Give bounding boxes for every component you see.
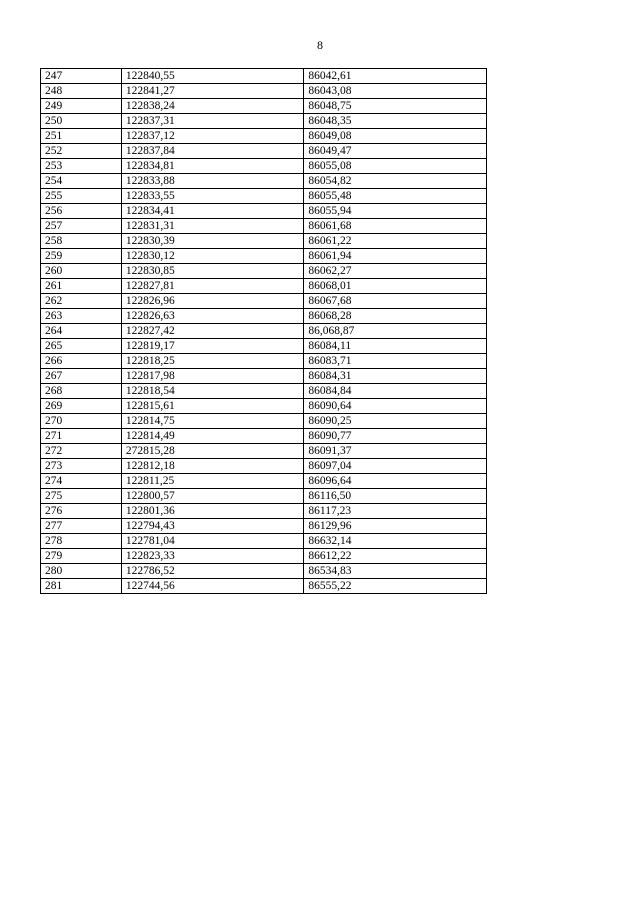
x-coordinate-cell: 122830,85 <box>121 264 304 279</box>
y-coordinate-cell: 86084,11 <box>304 339 487 354</box>
table-row <box>41 354 487 369</box>
x-coordinate-cell: 122837,12 <box>121 129 304 144</box>
y-coordinate-cell: 86043,08 <box>304 84 487 99</box>
y-coordinate-cell: 86612,22 <box>304 549 487 564</box>
table-row <box>41 174 487 189</box>
table-row <box>41 504 487 519</box>
point-number-cell: 251 <box>41 129 122 144</box>
x-coordinate-cell: 122833,88 <box>121 174 304 189</box>
table-row <box>41 114 487 129</box>
x-coordinate-cell: 122833,55 <box>121 189 304 204</box>
x-coordinate-cell: 122827,42 <box>121 324 304 339</box>
point-number-cell: 255 <box>41 189 122 204</box>
point-number-cell: 274 <box>41 474 122 489</box>
table-row <box>41 234 487 249</box>
table-row <box>41 219 487 234</box>
y-coordinate-cell: 86048,75 <box>304 99 487 114</box>
point-number-cell: 249 <box>41 99 122 114</box>
y-coordinate-cell: 86083,71 <box>304 354 487 369</box>
table-row <box>41 339 487 354</box>
x-coordinate-cell: 122814,75 <box>121 414 304 429</box>
y-coordinate-cell: 86054,82 <box>304 174 487 189</box>
table-row <box>41 444 487 459</box>
point-number-cell: 272 <box>41 444 122 459</box>
x-coordinate-cell: 122744,56 <box>121 579 304 594</box>
y-coordinate-cell: 86,068,87 <box>304 324 487 339</box>
table-row <box>41 279 487 294</box>
x-coordinate-cell: 122801,36 <box>121 504 304 519</box>
point-number-cell: 256 <box>41 204 122 219</box>
y-coordinate-cell: 86084,84 <box>304 384 487 399</box>
x-coordinate-cell: 122812,18 <box>121 459 304 474</box>
table-row <box>41 324 487 339</box>
y-coordinate-cell: 86042,61 <box>304 69 487 84</box>
y-coordinate-cell: 86084,31 <box>304 369 487 384</box>
x-coordinate-cell: 122834,81 <box>121 159 304 174</box>
point-number-cell: 280 <box>41 564 122 579</box>
x-coordinate-cell: 122830,12 <box>121 249 304 264</box>
x-coordinate-cell: 122826,63 <box>121 309 304 324</box>
table-row <box>41 519 487 534</box>
y-coordinate-cell: 86097,04 <box>304 459 487 474</box>
x-coordinate-cell: 122840,55 <box>121 69 304 84</box>
y-coordinate-cell: 86090,77 <box>304 429 487 444</box>
x-coordinate-cell: 122834,41 <box>121 204 304 219</box>
y-coordinate-cell: 86555,22 <box>304 579 487 594</box>
table-row <box>41 84 487 99</box>
x-coordinate-cell: 122817,98 <box>121 369 304 384</box>
y-coordinate-cell: 86090,64 <box>304 399 487 414</box>
point-number-cell: 263 <box>41 309 122 324</box>
table-row <box>41 414 487 429</box>
y-coordinate-cell: 86055,94 <box>304 204 487 219</box>
point-number-cell: 266 <box>41 354 122 369</box>
table-row <box>41 399 487 414</box>
x-coordinate-cell: 122818,54 <box>121 384 304 399</box>
table-row <box>41 189 487 204</box>
point-number-cell: 273 <box>41 459 122 474</box>
x-coordinate-cell: 122814,49 <box>121 429 304 444</box>
point-number-cell: 250 <box>41 114 122 129</box>
point-number-cell: 279 <box>41 549 122 564</box>
y-coordinate-cell: 86090,25 <box>304 414 487 429</box>
x-coordinate-cell: 272815,28 <box>121 444 304 459</box>
x-coordinate-cell: 122831,31 <box>121 219 304 234</box>
table-row <box>41 489 487 504</box>
x-coordinate-cell: 122827,81 <box>121 279 304 294</box>
table-row <box>41 429 487 444</box>
point-number-cell: 247 <box>41 69 122 84</box>
x-coordinate-cell: 122818,25 <box>121 354 304 369</box>
x-coordinate-cell: 122830,39 <box>121 234 304 249</box>
point-number-cell: 278 <box>41 534 122 549</box>
y-coordinate-cell: 86534,83 <box>304 564 487 579</box>
y-coordinate-cell: 86068,01 <box>304 279 487 294</box>
table-row <box>41 369 487 384</box>
x-coordinate-cell: 122838,24 <box>121 99 304 114</box>
y-coordinate-cell: 86061,22 <box>304 234 487 249</box>
y-coordinate-cell: 86632,14 <box>304 534 487 549</box>
coordinates-table <box>40 68 487 594</box>
y-coordinate-cell: 86096,64 <box>304 474 487 489</box>
x-coordinate-cell: 122837,84 <box>121 144 304 159</box>
x-coordinate-cell: 122800,57 <box>121 489 304 504</box>
table-row <box>41 579 487 594</box>
point-number-cell: 270 <box>41 414 122 429</box>
y-coordinate-cell: 86049,08 <box>304 129 487 144</box>
y-coordinate-cell: 86048,35 <box>304 114 487 129</box>
y-coordinate-cell: 86067,68 <box>304 294 487 309</box>
point-number-cell: 260 <box>41 264 122 279</box>
x-coordinate-cell: 122781,04 <box>121 534 304 549</box>
y-coordinate-cell: 86068,28 <box>304 309 487 324</box>
point-number-cell: 269 <box>41 399 122 414</box>
point-number-cell: 248 <box>41 84 122 99</box>
point-number-cell: 259 <box>41 249 122 264</box>
y-coordinate-cell: 86091,37 <box>304 444 487 459</box>
y-coordinate-cell: 86061,94 <box>304 249 487 264</box>
table-row <box>41 534 487 549</box>
x-coordinate-cell: 122823,33 <box>121 549 304 564</box>
x-coordinate-cell: 122815,61 <box>121 399 304 414</box>
table-row <box>41 294 487 309</box>
page-number: 8 <box>317 38 323 52</box>
x-coordinate-cell: 122837,31 <box>121 114 304 129</box>
table-row <box>41 129 487 144</box>
y-coordinate-cell: 86055,48 <box>304 189 487 204</box>
coordinates-table-body <box>41 69 487 594</box>
point-number-cell: 264 <box>41 324 122 339</box>
x-coordinate-cell: 122794,43 <box>121 519 304 534</box>
point-number-cell: 258 <box>41 234 122 249</box>
y-coordinate-cell: 86129,96 <box>304 519 487 534</box>
table-row <box>41 69 487 84</box>
point-number-cell: 281 <box>41 579 122 594</box>
table-row <box>41 249 487 264</box>
x-coordinate-cell: 122819,17 <box>121 339 304 354</box>
point-number-cell: 254 <box>41 174 122 189</box>
x-coordinate-cell: 122826,96 <box>121 294 304 309</box>
table-row <box>41 99 487 114</box>
table-row <box>41 204 487 219</box>
x-coordinate-cell: 122841,27 <box>121 84 304 99</box>
point-number-cell: 267 <box>41 369 122 384</box>
point-number-cell: 276 <box>41 504 122 519</box>
y-coordinate-cell: 86117,23 <box>304 504 487 519</box>
point-number-cell: 275 <box>41 489 122 504</box>
x-coordinate-cell: 122811,25 <box>121 474 304 489</box>
point-number-cell: 262 <box>41 294 122 309</box>
table-row <box>41 384 487 399</box>
y-coordinate-cell: 86049,47 <box>304 144 487 159</box>
point-number-cell: 252 <box>41 144 122 159</box>
table-row <box>41 159 487 174</box>
point-number-cell: 277 <box>41 519 122 534</box>
table-row <box>41 474 487 489</box>
y-coordinate-cell: 86061,68 <box>304 219 487 234</box>
point-number-cell: 271 <box>41 429 122 444</box>
table-row <box>41 459 487 474</box>
point-number-cell: 268 <box>41 384 122 399</box>
x-coordinate-cell: 122786,52 <box>121 564 304 579</box>
y-coordinate-cell: 86116,50 <box>304 489 487 504</box>
point-number-cell: 257 <box>41 219 122 234</box>
table-row <box>41 549 487 564</box>
table-row <box>41 144 487 159</box>
point-number-cell: 253 <box>41 159 122 174</box>
point-number-cell: 265 <box>41 339 122 354</box>
table-row <box>41 564 487 579</box>
table-row <box>41 309 487 324</box>
y-coordinate-cell: 86055,08 <box>304 159 487 174</box>
table-row <box>41 264 487 279</box>
point-number-cell: 261 <box>41 279 122 294</box>
y-coordinate-cell: 86062,27 <box>304 264 487 279</box>
